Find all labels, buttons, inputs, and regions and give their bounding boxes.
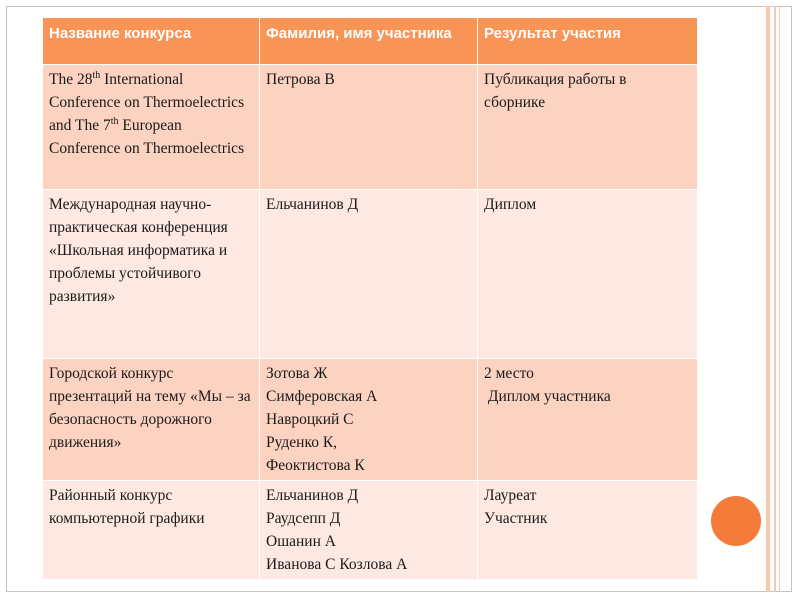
cell-contest <box>43 65 260 190</box>
contest-name: Международная научно-практическая конференция «Школьная информатика и проблемы устойчивого развития» <box>49 196 228 305</box>
decorative-stripe <box>766 6 770 592</box>
participant-name: Симферовская А <box>266 388 378 405</box>
header-contest-name: Название конкурса <box>43 18 260 65</box>
cell-contest <box>43 190 260 359</box>
participant-name: Ельчанинов Д <box>266 196 359 213</box>
cell-result <box>478 359 698 481</box>
cell-participants <box>260 65 478 190</box>
decorative-stripe <box>774 6 776 592</box>
table-row <box>43 359 698 481</box>
participant-name: Руденко К, <box>266 434 338 451</box>
participant-name: Ельчанинов Д <box>266 487 359 504</box>
decorative-circle <box>711 496 761 546</box>
participant-name: Навроцкий С <box>266 411 354 428</box>
cell-participants <box>260 190 478 359</box>
cell-result <box>478 190 698 359</box>
result-text: Лауреат <box>484 487 537 504</box>
contest-name: Городской конкурс презентаций на тему «Мы – за безопасность дорожного движения» <box>49 365 251 451</box>
cell-result <box>478 65 698 190</box>
header-result: Результат участия <box>478 18 698 65</box>
decorative-stripe <box>779 6 780 592</box>
participant-name: Ошанин А <box>266 533 336 550</box>
contest-name: Районный конкурс компьютерной графики <box>49 487 205 527</box>
result-text: Диплом участника <box>484 388 611 405</box>
result-text: Публикация работы в сборнике <box>484 71 627 111</box>
result-text: Диплом <box>484 196 537 213</box>
table-row <box>43 481 698 580</box>
header-participant-name: Фамилия, имя участника <box>260 18 478 65</box>
participant-name: Петрова В <box>266 71 335 88</box>
participant-name: Зотова Ж <box>266 365 328 382</box>
participant-name: Феоктистова К <box>266 457 365 474</box>
cell-result <box>478 481 698 580</box>
participant-name: Иванова С Козлова А <box>266 556 408 573</box>
cell-contest <box>43 359 260 481</box>
cell-contest <box>43 481 260 580</box>
table-row <box>43 190 698 359</box>
table-row <box>43 65 698 190</box>
contest-results-table-wrapper <box>42 17 697 580</box>
cell-participants <box>260 481 478 580</box>
contest-results-table <box>42 17 698 580</box>
table-header-row <box>43 18 698 65</box>
cell-participants <box>260 359 478 481</box>
participant-name: Раудсепп Д <box>266 510 341 527</box>
contest-name: The 28th International Conference on Thermoelectrics and The 7th European Conference on Thermoelectrics <box>49 69 245 157</box>
result-text: Участник <box>484 510 548 527</box>
result-text: 2 место <box>484 365 534 382</box>
